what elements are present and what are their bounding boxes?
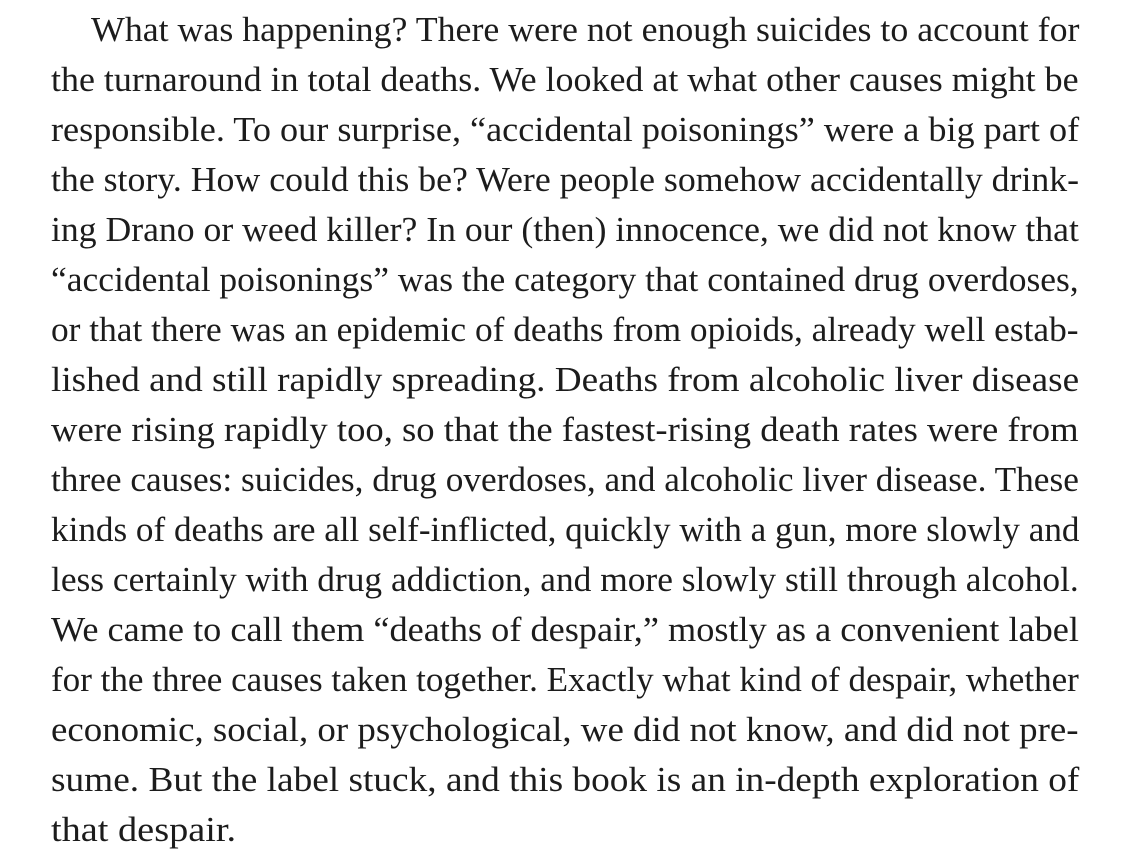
text-line: the turnaround in total deaths. We looked at what other causes might be <box>51 60 1079 99</box>
text-line: were rising rapidly too, so that the fastest-rising death rates were from <box>51 410 1079 449</box>
text-line: ing Drano or weed killer? In our (then) innocence, we did not know that <box>51 210 1079 249</box>
text-line: less certainly with drug addiction, and more slowly still through alcohol. <box>51 560 1079 599</box>
text-line: kinds of deaths are all self-inflicted, quickly with a gun, more slowly and <box>51 510 1080 549</box>
text-line: or that there was an epidemic of deaths from opioids, already well estab- <box>51 310 1079 349</box>
text-line: the story. How could this be? Were people somehow accidentally drink- <box>51 160 1080 199</box>
text-line: that despair. <box>51 810 237 849</box>
text-line: three causes: suicides, drug overdoses, and alcoholic liver disease. These <box>51 460 1079 499</box>
text-line: “accidental poisonings” was the category that contained drug overdoses, <box>51 260 1079 299</box>
text-line: What was happening? There were not enough suicides to account for <box>91 10 1080 49</box>
text-line: responsible. To our surprise, “accidental poisonings” were a big part of <box>51 110 1080 149</box>
text-line: for the three causes taken together. Exactly what kind of despair, whether <box>51 660 1079 699</box>
text-line: sume. But the label stuck, and this book is an in-depth exploration of <box>51 760 1080 799</box>
text-line: lished and still rapidly spreading. Deaths from alcoholic liver disease <box>51 360 1080 399</box>
text-line: economic, social, or psychological, we did not know, and did not pre- <box>51 710 1079 749</box>
text-line: We came to call them “deaths of despair,” mostly as a convenient label <box>51 610 1079 649</box>
